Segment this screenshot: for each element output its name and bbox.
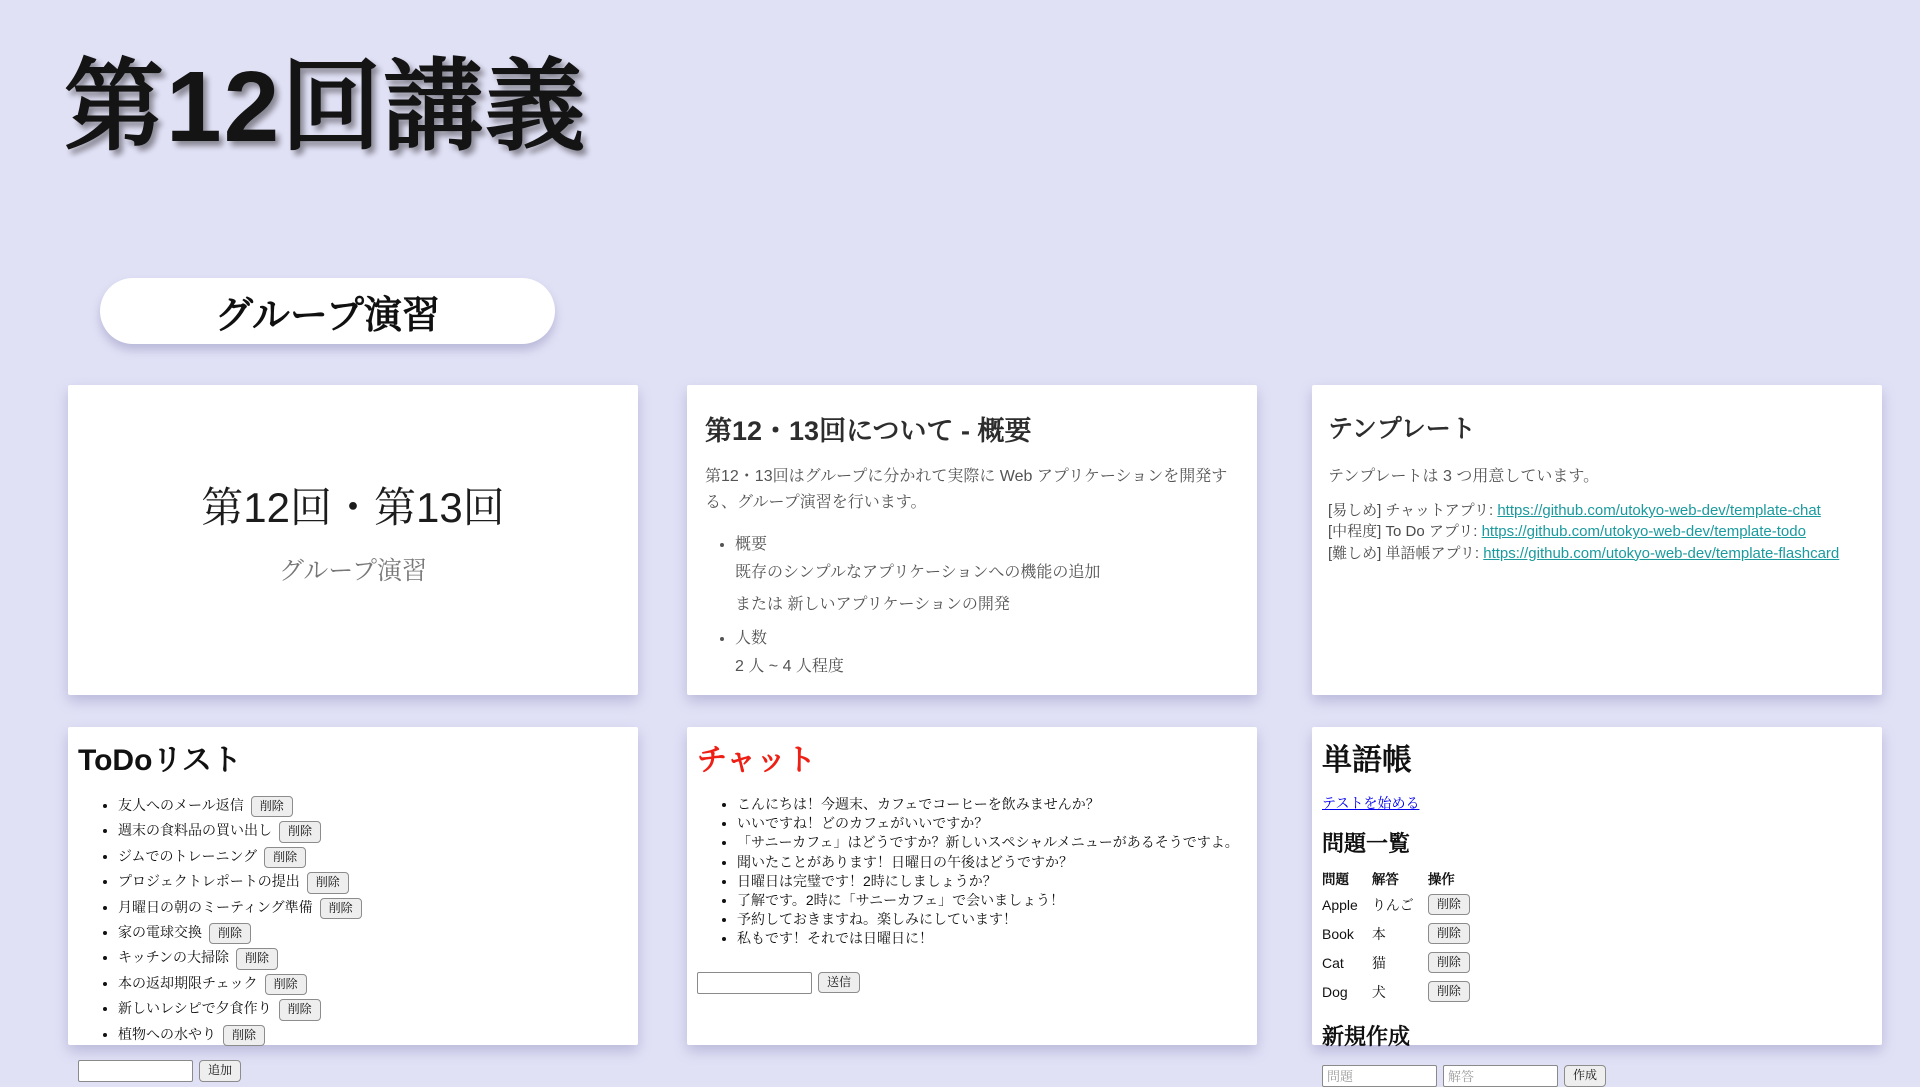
flashcard-row <box>1322 948 1484 977</box>
todo-item-label: 新しいレシピで夕食作り <box>118 1000 272 1017</box>
todo-list <box>78 795 628 1046</box>
flashcard-actions-cell <box>1428 948 1484 977</box>
chat-send-button[interactable]: 送信 <box>818 972 860 993</box>
group-exercise-badge <box>100 278 555 344</box>
chat-message: • いいですね！どのカフェがいいですか？ <box>737 814 1247 832</box>
todo-item-label: 月曜日の朝のミーティング準備 <box>118 898 313 915</box>
chat-message: • 日曜日は完璧です！2時にしましょうか？ <box>737 872 1247 890</box>
todo-add-button[interactable]: 追加 <box>199 1060 241 1081</box>
overview-bullet-detail: または 新しいアプリケーションの開発 <box>735 595 1010 613</box>
flashcard-answer-cell: 本 <box>1371 925 1386 942</box>
template-link-prefix: [易しめ] チャットアプリ: <box>1328 502 1498 519</box>
flashcard-header-actions: 操作 <box>1427 872 1455 887</box>
overview-bullet-list <box>705 531 1239 680</box>
overview-bullet-detail: 2 人 ~ 4 人程度 <box>735 658 844 676</box>
todo-item-label: 植物への水やり <box>118 1025 216 1042</box>
chat-app-card <box>687 727 1257 1045</box>
todo-item <box>118 1024 628 1046</box>
chat-heading: チャット <box>697 744 817 777</box>
flashcard-question-cell: Apple <box>1322 896 1358 913</box>
overview-heading: 第12・13回について - 概要 <box>705 416 1032 446</box>
create-button[interactable]: 作成 <box>1564 1065 1606 1086</box>
todo-item <box>118 973 628 995</box>
template-link-line <box>1328 521 1866 542</box>
answer-input[interactable] <box>1443 1065 1558 1087</box>
todo-delete-button[interactable]: 削除 <box>209 923 251 944</box>
flashcard-row <box>1322 977 1484 1006</box>
flashcard-header-question: 問題 <box>1322 872 1349 887</box>
todo-delete-button[interactable]: 削除 <box>265 974 307 995</box>
flashcard-row <box>1322 919 1484 948</box>
start-test-row <box>1322 793 1872 813</box>
flashcard-delete-button[interactable]: 削除 <box>1428 952 1470 973</box>
template-slide-card <box>1312 385 1882 695</box>
create-row <box>1322 1065 1872 1087</box>
overview-bullet-detail: 既存のシンプルなアプリケーションへの機能の追加 <box>735 563 1101 581</box>
group-exercise-badge-label: グループ演習 <box>215 294 440 337</box>
template-link[interactable]: https://github.com/utokyo-web-dev/template-flashcard <box>1483 544 1840 562</box>
overview-slide-card <box>687 385 1257 695</box>
todo-delete-button[interactable]: 削除 <box>264 847 306 868</box>
todo-item <box>118 947 628 969</box>
flashcard-heading: 単語帳 <box>1322 744 1412 777</box>
flashcard-actions-cell <box>1428 919 1484 948</box>
template-link-prefix: [難しめ] 単語帳アプリ: <box>1328 544 1484 562</box>
todo-delete-button[interactable]: 削除 <box>223 1025 265 1046</box>
flashcard-app-card <box>1312 727 1882 1083</box>
template-link-list <box>1328 500 1866 564</box>
todo-item-label: キッチンの大掃除 <box>118 949 230 966</box>
todo-delete-button[interactable]: 削除 <box>236 948 278 969</box>
flashcard-delete-button[interactable]: 削除 <box>1428 923 1470 944</box>
overview-bullet-item <box>735 625 1239 680</box>
chat-message: • こんにちは！今週末、カフェでコーヒーを飲みませんか？ <box>737 795 1247 813</box>
question-input[interactable] <box>1322 1065 1437 1087</box>
flashcard-question-cell: Book <box>1322 925 1354 942</box>
chat-input[interactable] <box>697 972 812 994</box>
todo-item-label: 本の返却期限チェック <box>118 974 258 991</box>
todo-item <box>118 846 628 868</box>
flashcard-answer-cell: 猫 <box>1371 954 1386 971</box>
template-link-prefix: [中程度] To Do アプリ: <box>1328 523 1482 541</box>
template-link-line <box>1328 543 1866 564</box>
flashcard-table-body <box>1322 890 1484 1006</box>
chat-message: • 「サニーカフェ」はどうですか？新しいスペシャルメニューがあるそうですよ。 <box>737 833 1247 851</box>
todo-delete-button[interactable]: 削除 <box>307 872 349 893</box>
flashcard-question-cell: Cat <box>1322 954 1344 971</box>
todo-item-label: 友人へのメール返信 <box>118 797 244 813</box>
chat-message: • 予約しておきますね。楽しみにしています！ <box>737 910 1247 928</box>
overview-bullet-label: • 人数 <box>735 630 768 648</box>
todo-delete-button[interactable]: 削除 <box>279 999 321 1020</box>
flashcard-delete-button[interactable]: 削除 <box>1428 981 1470 1002</box>
title-slide-subheading: グループ演習 <box>278 557 427 585</box>
todo-item <box>118 795 628 817</box>
flashcard-answer-cell: りんご <box>1371 896 1414 913</box>
todo-add-row <box>78 1060 628 1082</box>
flashcard-actions-cell <box>1428 890 1484 919</box>
todo-app-card <box>68 727 638 1078</box>
overview-intro: 第12・13回はグループに分かれて実際に Web アプリケーションを開発する、グループ演習を行います。 <box>705 468 1228 512</box>
todo-item <box>118 998 628 1020</box>
overview-bullet-label: • 概要 <box>735 535 768 553</box>
todo-heading: ToDoリスト <box>78 744 242 777</box>
title-slide-heading: 第12回・第13回 <box>201 484 505 531</box>
flashcard-header-answer: 解答 <box>1371 872 1399 887</box>
page-title: 第12回講義 <box>64 51 588 163</box>
template-heading: テンプレート <box>1328 415 1476 443</box>
chat-send-row <box>697 972 1247 994</box>
todo-item-label: 家の電球交換 <box>118 923 202 940</box>
chat-message: • 了解です。2時に「サニーカフェ」で会いましょう！ <box>737 891 1247 909</box>
question-list-heading: 問題一覧 <box>1322 831 1411 856</box>
template-link[interactable]: https://github.com/utokyo-web-dev/template-chat <box>1497 502 1821 519</box>
todo-item-label: プロジェクトレポートの提出 <box>118 873 300 890</box>
chat-message: • 私もです！それでは日曜日に！ <box>737 929 1247 947</box>
todo-item <box>118 897 628 919</box>
flashcard-header-row <box>1322 866 1484 890</box>
overview-bullet-item <box>735 531 1239 618</box>
flashcard-actions-cell <box>1428 977 1484 1006</box>
template-link[interactable]: https://github.com/utokyo-web-dev/template-todo <box>1481 523 1806 541</box>
todo-delete-button[interactable]: 削除 <box>320 898 362 919</box>
todo-delete-button[interactable]: 削除 <box>279 821 321 842</box>
todo-item <box>118 820 628 842</box>
chat-message-list <box>697 795 1247 948</box>
flashcard-answer-cell: 犬 <box>1371 983 1386 1000</box>
todo-delete-button[interactable]: 削除 <box>251 796 293 817</box>
todo-item-label: ジムでのトレーニング <box>118 847 258 864</box>
chat-message: • 聞いたことがあります！日曜日の午後はどうですか？ <box>737 853 1247 871</box>
template-link-line <box>1328 500 1866 521</box>
title-slide-content <box>201 475 504 587</box>
create-heading: 新規作成 <box>1322 1024 1411 1049</box>
template-intro: テンプレートは 3 つ用意しています。 <box>1328 468 1600 485</box>
title-slide-card <box>68 385 638 695</box>
flashcard-row <box>1322 890 1484 919</box>
todo-input[interactable] <box>78 1060 193 1082</box>
flashcard-delete-button[interactable]: 削除 <box>1428 894 1470 915</box>
todo-item-label: 週末の食料品の買い出し <box>118 822 272 839</box>
flashcard-table <box>1322 866 1484 1006</box>
todo-item <box>118 922 628 944</box>
todo-item <box>118 871 628 893</box>
start-test-link[interactable]: テストを始める <box>1322 795 1420 811</box>
flashcard-question-cell: Dog <box>1322 983 1348 1000</box>
